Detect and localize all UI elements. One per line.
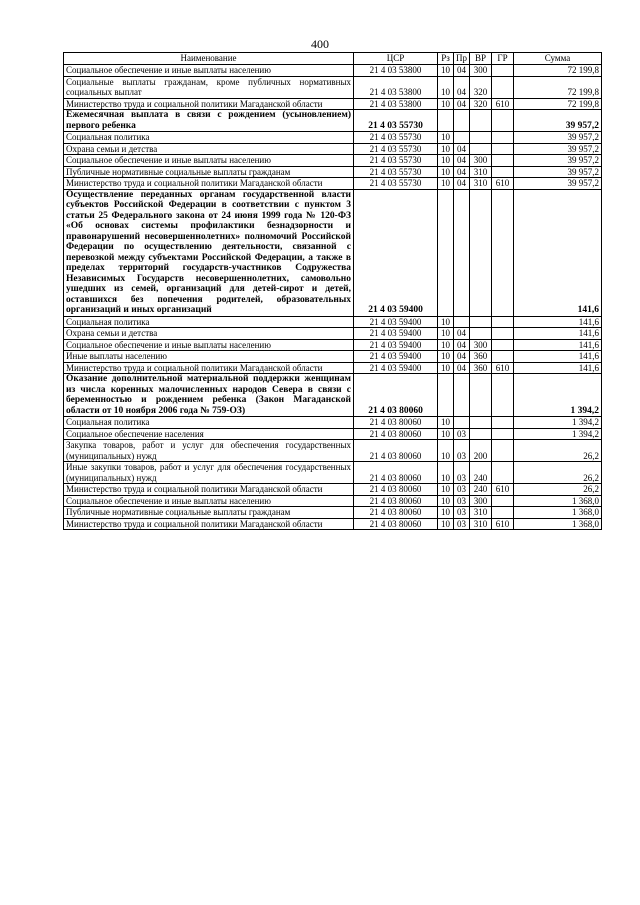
table-row bbox=[64, 98, 602, 110]
cell-csr: 21 4 03 59400 bbox=[354, 362, 438, 374]
cell-pr bbox=[454, 110, 470, 132]
cell-sum: 26,2 bbox=[514, 484, 602, 496]
cell-gr bbox=[492, 65, 514, 77]
cell-vr: 300 bbox=[470, 339, 492, 351]
cell-rz bbox=[438, 374, 454, 417]
cell-csr: 21 4 03 80060 bbox=[354, 440, 438, 462]
cell-name: Публичные нормативные социальные выплаты гражданам bbox=[64, 166, 354, 178]
cell-name: Охрана семьи и детства bbox=[64, 143, 354, 155]
budget-table bbox=[63, 52, 602, 530]
table-row bbox=[64, 316, 602, 328]
cell-vr: 200 bbox=[470, 440, 492, 462]
table-row bbox=[64, 374, 602, 417]
cell-gr bbox=[492, 328, 514, 340]
cell-csr: 21 4 03 53800 bbox=[354, 98, 438, 110]
cell-pr: 03 bbox=[454, 507, 470, 519]
cell-csr: 21 4 03 55730 bbox=[354, 155, 438, 167]
cell-rz: 10 bbox=[438, 507, 454, 519]
cell-name: Социальное обеспечение и иные выплаты населению bbox=[64, 155, 354, 167]
table-row bbox=[64, 110, 602, 132]
cell-csr: 21 4 03 80060 bbox=[354, 462, 438, 484]
cell-vr bbox=[470, 110, 492, 132]
table-row bbox=[64, 155, 602, 167]
cell-pr bbox=[454, 132, 470, 144]
cell-vr bbox=[470, 143, 492, 155]
cell-pr: 03 bbox=[454, 428, 470, 440]
cell-csr: 21 4 03 59400 bbox=[354, 351, 438, 363]
header-sum: Сумма bbox=[514, 53, 602, 65]
cell-csr: 21 4 03 59400 bbox=[354, 316, 438, 328]
cell-csr: 21 4 03 80060 bbox=[354, 518, 438, 530]
cell-pr: 03 bbox=[454, 462, 470, 484]
cell-vr: 300 bbox=[470, 155, 492, 167]
cell-vr: 360 bbox=[470, 351, 492, 363]
cell-gr: 610 bbox=[492, 98, 514, 110]
cell-name: Министерство труда и социальной политики Магаданской области bbox=[64, 178, 354, 190]
cell-csr: 21 4 03 55730 bbox=[354, 166, 438, 178]
table-row bbox=[64, 189, 602, 316]
cell-rz: 10 bbox=[438, 484, 454, 496]
table-row bbox=[64, 440, 602, 462]
cell-pr: 04 bbox=[454, 65, 470, 77]
cell-rz: 10 bbox=[438, 362, 454, 374]
cell-sum: 72 199,8 bbox=[514, 98, 602, 110]
cell-csr: 21 4 03 80060 bbox=[354, 374, 438, 417]
cell-pr: 04 bbox=[454, 351, 470, 363]
table-row bbox=[64, 417, 602, 429]
table-row bbox=[64, 339, 602, 351]
cell-gr bbox=[492, 351, 514, 363]
cell-vr bbox=[470, 417, 492, 429]
cell-gr bbox=[492, 76, 514, 98]
cell-vr: 310 bbox=[470, 507, 492, 519]
cell-vr: 320 bbox=[470, 98, 492, 110]
header-name: Наименование bbox=[64, 53, 354, 65]
cell-gr bbox=[492, 440, 514, 462]
table-row bbox=[64, 362, 602, 374]
cell-name: Социальное обеспечение и иные выплаты населению bbox=[64, 65, 354, 77]
cell-vr bbox=[470, 189, 492, 316]
cell-sum: 39 957,2 bbox=[514, 178, 602, 190]
cell-csr: 21 4 03 53800 bbox=[354, 65, 438, 77]
cell-pr bbox=[454, 417, 470, 429]
cell-gr bbox=[492, 417, 514, 429]
page-number: 400 bbox=[311, 37, 329, 51]
cell-pr bbox=[454, 316, 470, 328]
cell-rz: 10 bbox=[438, 316, 454, 328]
cell-csr: 21 4 03 53800 bbox=[354, 76, 438, 98]
cell-vr: 240 bbox=[470, 484, 492, 496]
table-row bbox=[64, 178, 602, 190]
header-vr: ВР bbox=[470, 53, 492, 65]
cell-gr bbox=[492, 143, 514, 155]
table-row bbox=[64, 143, 602, 155]
cell-rz: 10 bbox=[438, 339, 454, 351]
cell-gr bbox=[492, 189, 514, 316]
cell-name: Ежемесячная выплата в связи с рождением (усыновлением) первого ребенка bbox=[64, 110, 354, 132]
cell-sum: 39 957,2 bbox=[514, 155, 602, 167]
cell-sum: 1 368,0 bbox=[514, 507, 602, 519]
cell-rz: 10 bbox=[438, 132, 454, 144]
table-header-row bbox=[64, 53, 602, 65]
header-gr: ГР bbox=[492, 53, 514, 65]
header-pr: Пр bbox=[454, 53, 470, 65]
cell-pr: 03 bbox=[454, 495, 470, 507]
table-row bbox=[64, 65, 602, 77]
cell-gr: 610 bbox=[492, 484, 514, 496]
cell-gr bbox=[492, 155, 514, 167]
cell-sum: 26,2 bbox=[514, 462, 602, 484]
cell-name: Министерство труда и социальной политики Магаданской области bbox=[64, 518, 354, 530]
cell-csr: 21 4 03 80060 bbox=[354, 495, 438, 507]
cell-rz: 10 bbox=[438, 417, 454, 429]
cell-rz: 10 bbox=[438, 166, 454, 178]
cell-rz: 10 bbox=[438, 440, 454, 462]
cell-sum: 1 394,2 bbox=[514, 374, 602, 417]
cell-sum: 141,6 bbox=[514, 362, 602, 374]
header-csr: ЦСР bbox=[354, 53, 438, 65]
cell-name: Закупка товаров, работ и услуг для обеспечения государственных (муниципальных) нужд bbox=[64, 440, 354, 462]
cell-name: Публичные нормативные социальные выплаты гражданам bbox=[64, 507, 354, 519]
cell-pr: 04 bbox=[454, 155, 470, 167]
cell-gr bbox=[492, 316, 514, 328]
cell-name: Социальная политика bbox=[64, 132, 354, 144]
cell-name: Охрана семьи и детства bbox=[64, 328, 354, 340]
cell-name: Иные выплаты населению bbox=[64, 351, 354, 363]
cell-gr bbox=[492, 132, 514, 144]
cell-vr bbox=[470, 132, 492, 144]
cell-name: Социальная политика bbox=[64, 316, 354, 328]
cell-pr bbox=[454, 189, 470, 316]
cell-gr bbox=[492, 462, 514, 484]
table-row bbox=[64, 132, 602, 144]
cell-rz bbox=[438, 189, 454, 316]
cell-sum: 1 368,0 bbox=[514, 495, 602, 507]
cell-name: Социальное обеспечение населения bbox=[64, 428, 354, 440]
table-row bbox=[64, 328, 602, 340]
cell-vr bbox=[470, 316, 492, 328]
table-row bbox=[64, 507, 602, 519]
table-row bbox=[64, 518, 602, 530]
cell-gr: 610 bbox=[492, 178, 514, 190]
cell-sum: 141,6 bbox=[514, 316, 602, 328]
cell-vr bbox=[470, 428, 492, 440]
cell-rz: 10 bbox=[438, 65, 454, 77]
cell-pr: 04 bbox=[454, 339, 470, 351]
cell-sum: 141,6 bbox=[514, 339, 602, 351]
cell-csr: 21 4 03 80060 bbox=[354, 484, 438, 496]
cell-sum: 141,6 bbox=[514, 189, 602, 316]
cell-rz: 10 bbox=[438, 518, 454, 530]
cell-name: Министерство труда и социальной политики Магаданской области bbox=[64, 484, 354, 496]
cell-gr bbox=[492, 339, 514, 351]
table-row bbox=[64, 166, 602, 178]
cell-csr: 21 4 03 80060 bbox=[354, 417, 438, 429]
cell-csr: 21 4 03 80060 bbox=[354, 428, 438, 440]
cell-rz: 10 bbox=[438, 143, 454, 155]
cell-gr bbox=[492, 495, 514, 507]
cell-gr bbox=[492, 374, 514, 417]
cell-pr: 04 bbox=[454, 98, 470, 110]
cell-name: Социальные выплаты гражданам, кроме публичных нормативных социальных выплат bbox=[64, 76, 354, 98]
cell-gr: 610 bbox=[492, 362, 514, 374]
cell-pr: 03 bbox=[454, 484, 470, 496]
cell-csr: 21 4 03 55730 bbox=[354, 110, 438, 132]
table-row bbox=[64, 495, 602, 507]
cell-rz: 10 bbox=[438, 428, 454, 440]
cell-gr bbox=[492, 110, 514, 132]
cell-rz: 10 bbox=[438, 98, 454, 110]
cell-sum: 1 394,2 bbox=[514, 428, 602, 440]
cell-rz: 10 bbox=[438, 155, 454, 167]
cell-rz bbox=[438, 110, 454, 132]
cell-sum: 39 957,2 bbox=[514, 132, 602, 144]
cell-name: Министерство труда и социальной политики Магаданской области bbox=[64, 362, 354, 374]
cell-pr: 04 bbox=[454, 362, 470, 374]
cell-vr: 240 bbox=[470, 462, 492, 484]
cell-pr: 03 bbox=[454, 440, 470, 462]
cell-sum: 39 957,2 bbox=[514, 166, 602, 178]
cell-csr: 21 4 03 55730 bbox=[354, 143, 438, 155]
cell-pr: 04 bbox=[454, 328, 470, 340]
cell-gr: 610 bbox=[492, 518, 514, 530]
cell-csr: 21 4 03 59400 bbox=[354, 339, 438, 351]
cell-sum: 39 957,2 bbox=[514, 110, 602, 132]
cell-sum: 26,2 bbox=[514, 440, 602, 462]
header-rz: Рз bbox=[438, 53, 454, 65]
table-row bbox=[64, 76, 602, 98]
cell-sum: 141,6 bbox=[514, 328, 602, 340]
cell-name: Социальное обеспечение и иные выплаты населению bbox=[64, 495, 354, 507]
cell-gr bbox=[492, 507, 514, 519]
cell-rz: 10 bbox=[438, 76, 454, 98]
cell-vr: 310 bbox=[470, 166, 492, 178]
cell-gr bbox=[492, 428, 514, 440]
cell-vr: 320 bbox=[470, 76, 492, 98]
cell-csr: 21 4 03 59400 bbox=[354, 189, 438, 316]
cell-pr: 04 bbox=[454, 166, 470, 178]
table-row bbox=[64, 351, 602, 363]
table-body bbox=[64, 65, 602, 530]
table-row bbox=[64, 462, 602, 484]
cell-rz: 10 bbox=[438, 351, 454, 363]
cell-name: Министерство труда и социальной политики Магаданской области bbox=[64, 98, 354, 110]
cell-rz: 10 bbox=[438, 328, 454, 340]
cell-sum: 1 368,0 bbox=[514, 518, 602, 530]
table-row bbox=[64, 484, 602, 496]
cell-vr bbox=[470, 328, 492, 340]
cell-rz: 10 bbox=[438, 178, 454, 190]
cell-name: Иные закупки товаров, работ и услуг для обеспечения государственных (муниципальных) нужд bbox=[64, 462, 354, 484]
cell-sum: 72 199,8 bbox=[514, 76, 602, 98]
cell-csr: 21 4 03 55730 bbox=[354, 178, 438, 190]
cell-sum: 141,6 bbox=[514, 351, 602, 363]
cell-csr: 21 4 03 59400 bbox=[354, 328, 438, 340]
cell-sum: 1 394,2 bbox=[514, 417, 602, 429]
cell-vr: 310 bbox=[470, 178, 492, 190]
cell-csr: 21 4 03 80060 bbox=[354, 507, 438, 519]
cell-pr: 04 bbox=[454, 143, 470, 155]
cell-name: Осуществление переданных органам государственной власти субъектов Российской Федерации в соответствии с пунктом 3 статьи 25 Федерального закона от 24 июня 1999 года № 120-ФЗ «Об основах системы профилактики безнадзорности и правонарушений несовершеннолетних» полномочий Российской Федерации по осуществлению деятельности, связанной с перевозкой между субъектами Российской Федерации, а также в пределах территорий государств-участников Содружества Независимых Государств несовершеннолетних, самовольно ушедших из семей, организаций для детей-сирот и детей, оставшихся без попечения родителей, образовательных организаций и иных организаций bbox=[64, 189, 354, 316]
cell-csr: 21 4 03 55730 bbox=[354, 132, 438, 144]
cell-vr: 300 bbox=[470, 495, 492, 507]
cell-sum: 72 199,8 bbox=[514, 65, 602, 77]
cell-name: Социальное обеспечение и иные выплаты населению bbox=[64, 339, 354, 351]
cell-vr bbox=[470, 374, 492, 417]
cell-pr: 04 bbox=[454, 178, 470, 190]
cell-name: Социальная политика bbox=[64, 417, 354, 429]
cell-pr: 04 bbox=[454, 76, 470, 98]
cell-vr: 310 bbox=[470, 518, 492, 530]
cell-rz: 10 bbox=[438, 495, 454, 507]
table-row bbox=[64, 428, 602, 440]
cell-name: Оказание дополнительной материальной поддержки женщинам из числа коренных малочисленных народов Севера в связи с беременностью и рождением ребенка (Закон Магаданской области от 10 ноября 2006 года № 759-ОЗ) bbox=[64, 374, 354, 417]
cell-pr bbox=[454, 374, 470, 417]
cell-sum: 39 957,2 bbox=[514, 143, 602, 155]
cell-pr: 03 bbox=[454, 518, 470, 530]
cell-gr bbox=[492, 166, 514, 178]
cell-vr: 360 bbox=[470, 362, 492, 374]
cell-vr: 300 bbox=[470, 65, 492, 77]
cell-rz: 10 bbox=[438, 462, 454, 484]
